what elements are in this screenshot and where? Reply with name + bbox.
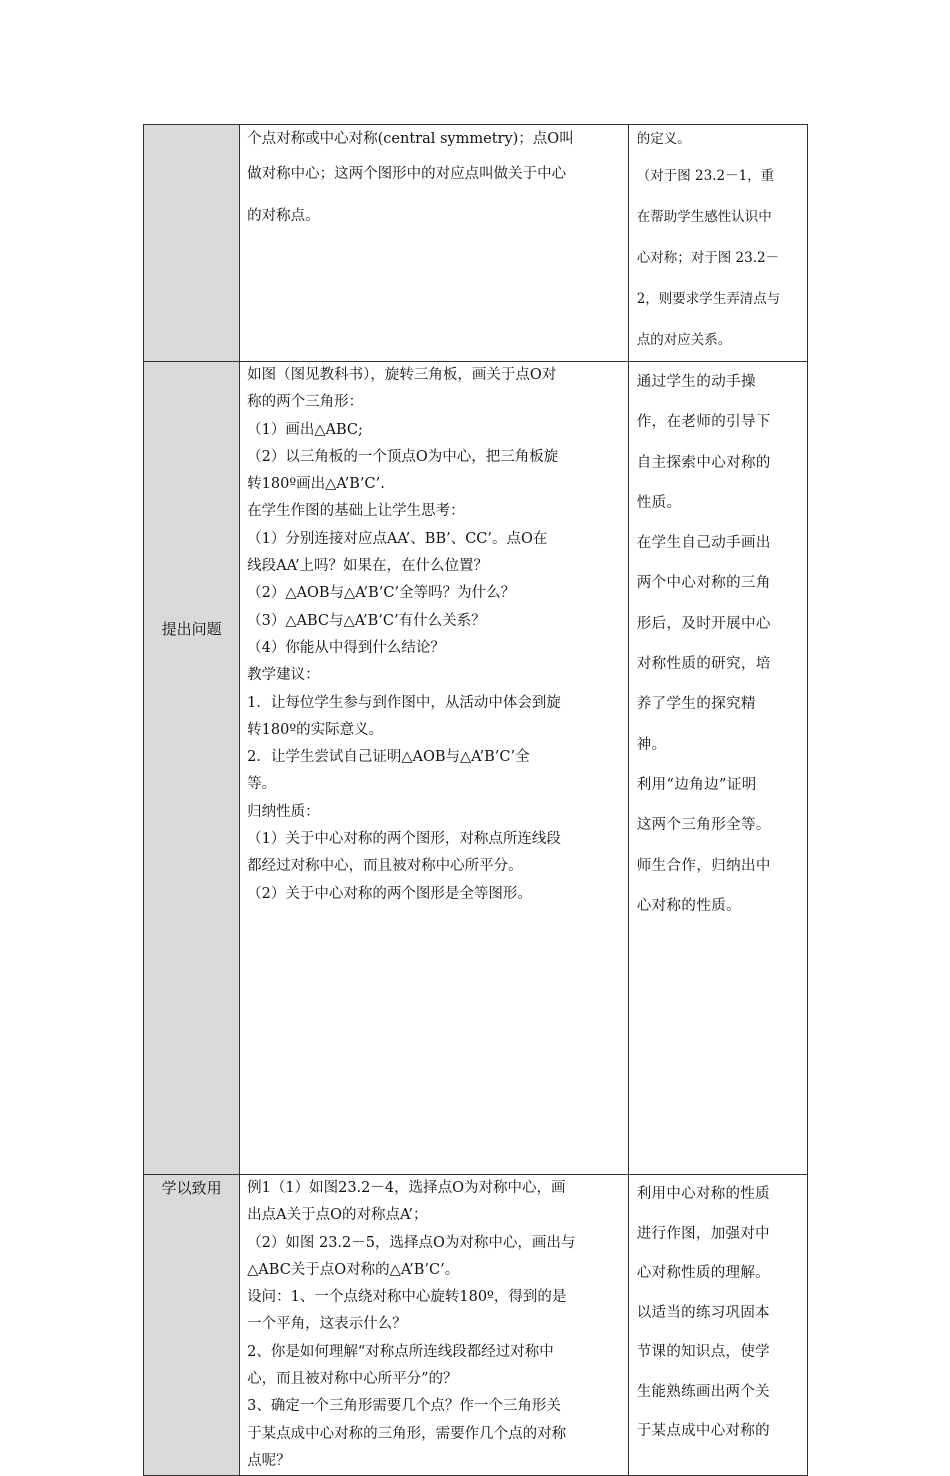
content-line: 于某点成中心对称的三角形，需要作几个点的对称 bbox=[247, 1425, 567, 1442]
content-line: 设问：1、一个点绕对称中心旋转180º，得到的是 bbox=[247, 1289, 567, 1306]
note-line: 生能熟练画出两个关 bbox=[636, 1383, 770, 1400]
note-line: 作，在老师的引导下 bbox=[636, 414, 771, 431]
lesson-plan-table bbox=[143, 124, 808, 1476]
content-line: 3、确定一个三角形需要几个点？作一个三角形关 bbox=[247, 1398, 561, 1415]
content-line: 2．让学生尝试自己证明△AOB与△A’B’C’全 bbox=[247, 749, 530, 766]
content-cell bbox=[240, 362, 629, 1175]
content-line: （2）关于中心对称的两个图形是全等图形。 bbox=[247, 885, 532, 902]
note-line: 神。 bbox=[636, 736, 667, 753]
content-line: 归纳性质： bbox=[247, 803, 320, 820]
content-line: （4）你能从中得到什么结论？ bbox=[247, 639, 445, 656]
content-line: 线段AA’上吗？如果在，在什么位置？ bbox=[247, 558, 489, 575]
table-row bbox=[144, 1175, 808, 1476]
note-line: 利用中心对称的性质 bbox=[636, 1186, 770, 1202]
content-line: 等。 bbox=[247, 776, 277, 793]
content-line: 称的两个三角形： bbox=[247, 394, 364, 411]
stage-label-cell bbox=[144, 125, 240, 362]
note-cell bbox=[628, 125, 807, 362]
note-line: 心对称；对于图 23.2－ bbox=[636, 250, 780, 266]
table-row bbox=[144, 362, 808, 1175]
content-line: （2）如图 23.2－5，选择点O为对称中心，画出与 bbox=[247, 1234, 576, 1251]
content-line: （2）△AOB与△A’B’C’全等吗？为什么？ bbox=[247, 585, 516, 602]
note-line: 自主探索中心对称的 bbox=[636, 454, 771, 471]
note-line: 心对称的性质。 bbox=[636, 897, 742, 914]
content-line: 教学建议： bbox=[247, 667, 320, 684]
content-line: 转180º的实际意义。 bbox=[247, 721, 384, 738]
content-line: 如图（图见教科书），旋转三角板，画关于点O对 bbox=[247, 367, 557, 383]
content-line: 转180º画出△A’B’C’. bbox=[247, 476, 385, 493]
note-line: 通过学生的动手操 bbox=[636, 374, 756, 390]
content-line: 1．让每位学生参与到作图中，从活动中体会到旋 bbox=[247, 694, 561, 711]
note-cell bbox=[628, 362, 807, 1175]
note-line: 的定义。 bbox=[636, 131, 691, 147]
note-line: 节课的知识点，使学 bbox=[636, 1344, 770, 1360]
content-line: 一个平角，这表示什么？ bbox=[247, 1316, 407, 1333]
content-line: （3）△ABC与△A’B’C’有什么关系？ bbox=[247, 612, 486, 629]
note-cell bbox=[628, 1175, 807, 1476]
content-line: 都经过对称中心，而且被对称中心所平分。 bbox=[247, 858, 523, 875]
note-line: 进行作图，加强对中 bbox=[636, 1225, 770, 1242]
note-line: 性质。 bbox=[636, 494, 682, 511]
note-line: 点的对应关系。 bbox=[636, 332, 732, 348]
note-line: 在学生自己动手画出 bbox=[636, 535, 771, 552]
content-line: 心，而且被对称中心所平分”的？ bbox=[247, 1371, 458, 1388]
note-line: 两个中心对称的三角 bbox=[636, 575, 771, 592]
note-line: 心对称性质的理解。 bbox=[636, 1265, 770, 1281]
stage-label: 学以致用 bbox=[161, 1179, 222, 1197]
stage-label-cell bbox=[144, 362, 240, 1175]
content-line: 的对称点。 bbox=[247, 208, 320, 224]
note-line: 形后，及时开展中心 bbox=[636, 615, 771, 632]
content-line: 出点A关于点O的对称点A’； bbox=[247, 1207, 428, 1224]
content-line: （1）画出△ABC; bbox=[247, 421, 363, 438]
content-line: △ABC关于点O对称的△A’B’C’。 bbox=[247, 1261, 460, 1278]
content-line: （1）关于中心对称的两个图形，对称点所连线段 bbox=[247, 831, 561, 848]
content-cell bbox=[240, 1175, 629, 1476]
content-line: 点呢？ bbox=[247, 1452, 291, 1469]
note-line: 师生合作，归纳出中 bbox=[636, 857, 771, 874]
note-line: 对称性质的研究，培 bbox=[636, 656, 771, 673]
note-line: 2，则要求学生弄清点与 bbox=[636, 291, 781, 307]
stage-label-cell bbox=[144, 1175, 240, 1476]
content-line: 例1（1）如图23.2－4，选择点O为对称中心，画 bbox=[247, 1180, 566, 1196]
content-line: 个点对称或中心对称(central symmetry)；点O叫 bbox=[247, 131, 574, 147]
content-line: （2）以三角板的一个顶点O为中心，把三角板旋 bbox=[247, 448, 559, 465]
note-line: 于某点成中心对称的 bbox=[636, 1423, 770, 1439]
note-line: 在帮助学生感性认识中 bbox=[636, 209, 772, 225]
content-cell bbox=[240, 125, 629, 362]
note-line: 养了学生的探究精 bbox=[636, 696, 756, 713]
stage-label: 提出问题 bbox=[161, 620, 222, 638]
content-line: 做对称中心；这两个图形中的对应点叫做关于中心 bbox=[247, 166, 567, 182]
table-row bbox=[144, 125, 808, 362]
note-line: 以适当的练习巩固本 bbox=[636, 1304, 770, 1321]
content-line: 2、你是如何理解“对称点所连线段都经过对称中 bbox=[247, 1343, 554, 1360]
note-line: 这两个三角形全等。 bbox=[636, 817, 771, 834]
content-line: （1）分别连接对应点AA’、BB’、CC’。点O在 bbox=[247, 530, 548, 547]
note-line: （对于图 23.2－1，重 bbox=[636, 168, 775, 184]
note-line: 利用“边角边”证明 bbox=[636, 776, 757, 793]
content-line: 在学生作图的基础上让学生思考： bbox=[247, 503, 465, 520]
